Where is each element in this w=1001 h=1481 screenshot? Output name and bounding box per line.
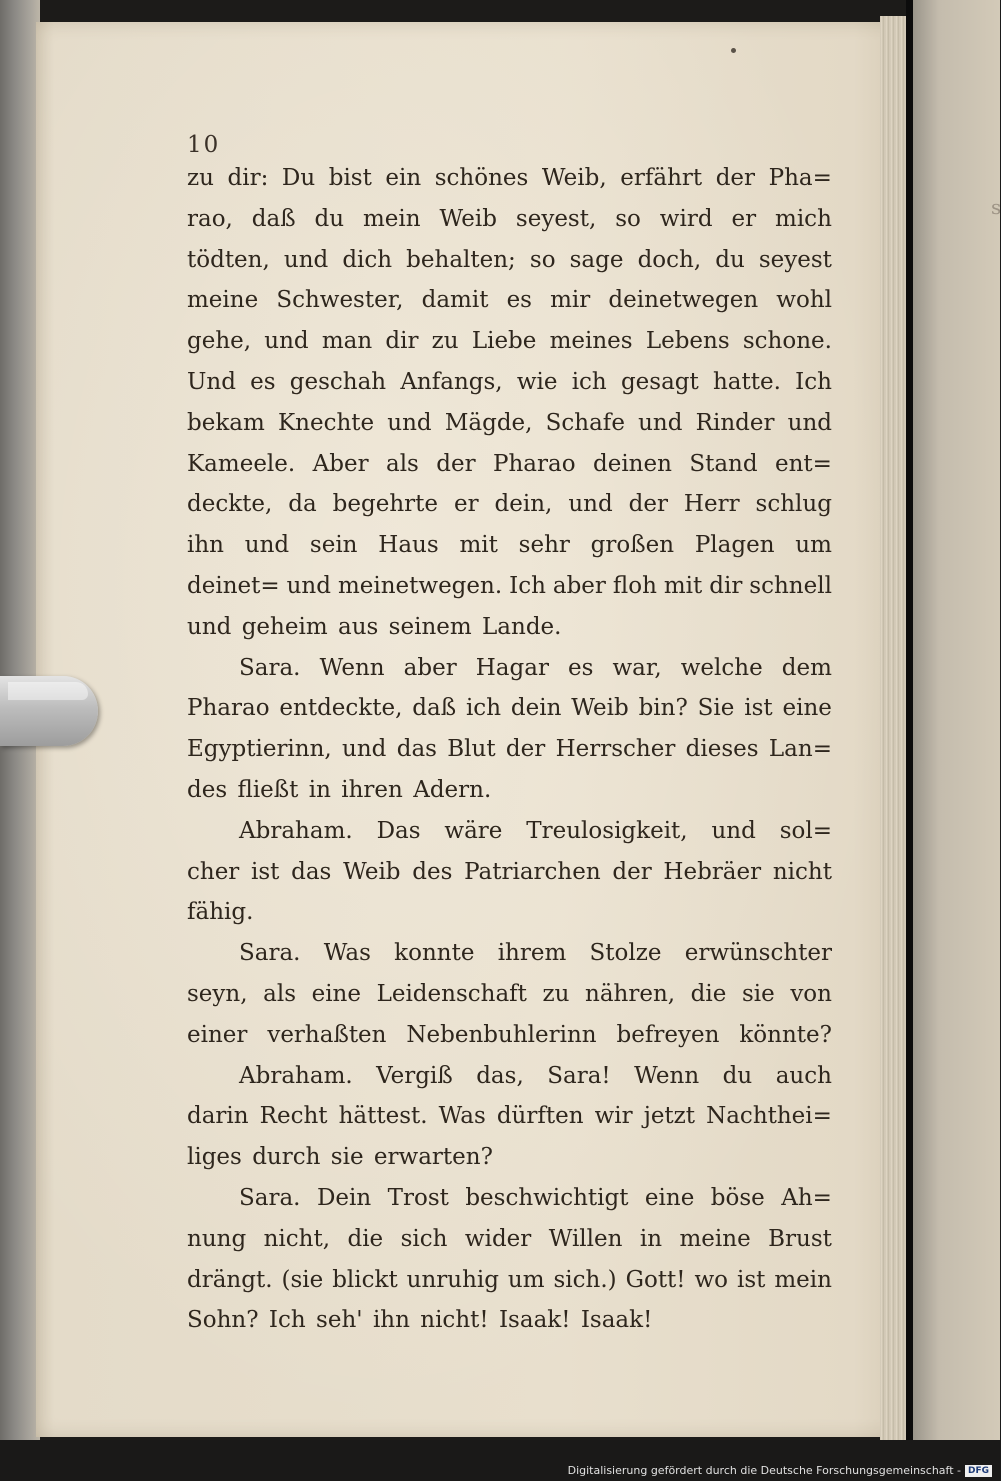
page-turn-tab[interactable]: [0, 676, 98, 746]
text-line: des fließt in ihren Adern.: [187, 776, 492, 803]
text-line: Kameele. Aber als der Pharao deinen Stand ent=: [187, 450, 832, 477]
next-page-mark: s: [991, 195, 1001, 219]
page-number: 10: [187, 132, 221, 158]
footer-strip: [0, 1440, 1000, 1481]
text-line: fähig.: [187, 899, 254, 926]
text-line: Egyptierinn, und das Blut der Herrscher dieses Lan=: [187, 736, 832, 763]
text-line: drängt. (sie blickt unruhig um sich.) Gott! wo ist mein: [187, 1266, 832, 1293]
credit-text: Digitalisierung gefördert durch die Deutsche Forschungsgemeinschaft -: [567, 1464, 961, 1477]
text-line: liges durch sie erwarten?: [187, 1144, 493, 1171]
text-line: deinet= und meinetwegen. Ich aber floh mit dir schnell: [187, 572, 832, 599]
digitization-credit: [568, 1464, 992, 1477]
dfg-logo: DFG: [965, 1465, 992, 1477]
text-line: Und es geschah Anfangs, wie ich gesagt hatte. Ich: [187, 368, 832, 395]
next-page-edge: [913, 0, 1000, 1445]
text-line: Pharao entdeckte, daß ich dein Weib bin? Sie ist eine: [187, 695, 832, 722]
text-line: darin Recht hättest. Was dürften wir jetzt Nachthei=: [187, 1103, 832, 1130]
text-line: Abraham. Das wäre Treulosigkeit, und sol=: [239, 817, 832, 844]
text-line: tödten, und dich behalten; so sage doch, du seyest: [187, 246, 832, 273]
page-edges: [880, 16, 908, 1441]
text-line: Sara. Dein Trost beschwichtigt eine böse Ah=: [239, 1184, 832, 1211]
text-line: einer verhaßten Nebenbuhlerinn befreyen könnte?: [187, 1021, 832, 1048]
text-line: bekam Knechte und Mägde, Schafe und Rinder und: [187, 409, 832, 436]
ink-dot: [731, 48, 736, 53]
text-line: seyn, als eine Leidenschaft zu nähren, die sie von: [187, 980, 832, 1007]
text-line: cher ist das Weib des Patriarchen der Hebräer nicht: [187, 858, 832, 885]
text-line: nung nicht, die sich wider Willen in meine Brust: [187, 1225, 832, 1252]
text-line: Sohn? Ich seh' ihn nicht! Isaak! Isaak!: [187, 1307, 653, 1334]
text-line: Abraham. Vergiß das, Sara! Wenn du auch: [239, 1062, 832, 1089]
text-line: und geheim aus seinem Lande.: [187, 613, 562, 640]
text-line: deckte, da begehrte er dein, und der Herr schlug: [187, 491, 832, 518]
text-line: meine Schwester, damit es mir deinetwegen wohl: [187, 287, 832, 314]
text-line: Sara. Was konnte ihrem Stolze erwünschter: [239, 940, 832, 967]
text-line: zu dir: Du bist ein schönes Weib, erfährt der Pha=: [187, 165, 832, 191]
text-line: ihn und sein Haus mit sehr großen Plagen um: [187, 532, 832, 559]
text-line: Sara. Wenn aber Hagar es war, welche dem: [239, 654, 832, 681]
text-line: rao, daß du mein Weib seyest, so wird er mich: [187, 205, 832, 232]
text-line: gehe, und man dir zu Liebe meines Lebens schone.: [187, 328, 832, 355]
page-text: [187, 158, 832, 1341]
